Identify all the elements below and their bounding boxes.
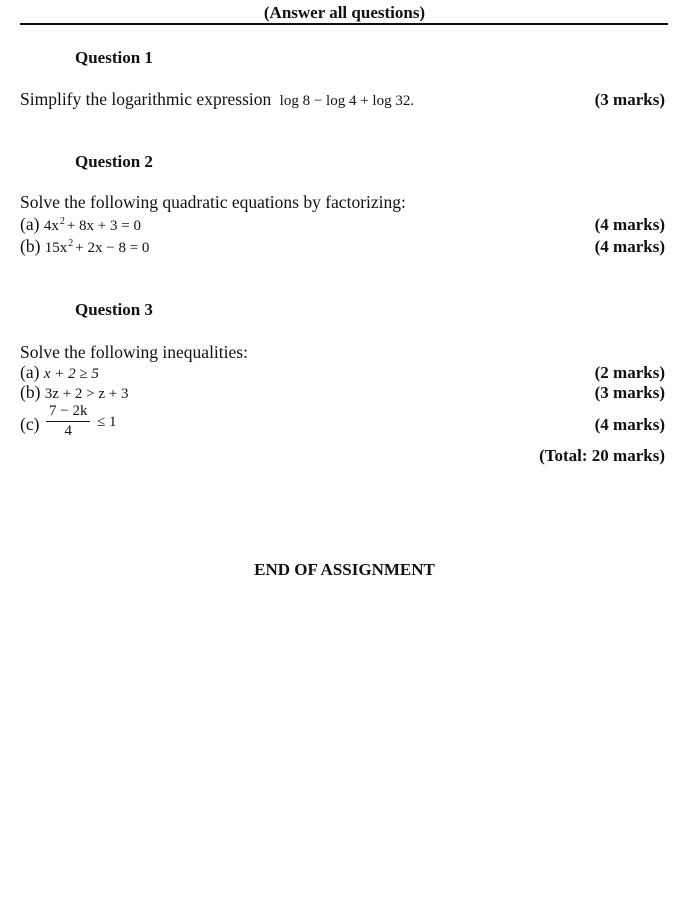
question-3-part-b-marks: (3 marks) <box>594 383 665 402</box>
question-3-part-a-label: (a) <box>20 362 40 382</box>
question-3-part-a <box>20 362 99 383</box>
question-1-prompt-text: Simplify the logarithmic expression <box>20 89 272 109</box>
question-2-part-a-rest: + 8x + 3 = 0 <box>66 218 141 234</box>
question-3-prompt: Solve the following inequalities: <box>20 342 248 362</box>
question-3-title: Question 3 <box>75 300 153 319</box>
question-1-title: Question 1 <box>75 48 153 67</box>
question-2-part-b <box>20 236 149 257</box>
fraction-numerator: 7 − 2k <box>49 403 88 419</box>
question-2-part-a-coef: 4x <box>43 218 59 234</box>
question-2-part-b-equation <box>45 240 150 256</box>
question-3-part-b-expression: 3z + 2 > z + 3 <box>44 386 129 402</box>
question-2-title: Question 2 <box>75 152 153 171</box>
question-2-part-b-marks: (4 marks) <box>594 237 665 256</box>
question-2-part-a-equation <box>44 218 141 234</box>
question-3-part-c-marks: (4 marks) <box>594 415 665 434</box>
question-3-part-c-fraction <box>46 403 90 440</box>
question-2-part-a-exponent: 2 <box>59 216 65 227</box>
question-3-part-b-label: (b) <box>20 382 41 402</box>
question-1-prompt <box>20 89 414 110</box>
question-2-part-b-coef: 15x <box>44 240 68 256</box>
question-3-part-a-expression: x + 2 ≥ 5 <box>43 366 99 382</box>
page-header-title: (Answer all questions) <box>263 3 426 22</box>
question-1-expression: log 8 − log 4 + log 32. <box>279 93 415 109</box>
question-2-prompt: Solve the following quadratic equations by factorizing: <box>20 192 406 212</box>
question-3-part-c-relation: ≤ 1 <box>97 414 117 430</box>
question-2-part-a <box>20 214 141 235</box>
question-2-part-b-label: (b) <box>20 236 41 256</box>
fraction-denominator: 4 <box>64 423 72 439</box>
question-3-part-a-marks: (2 marks) <box>594 363 665 382</box>
question-3-part-b <box>20 382 128 403</box>
question-2-part-a-label: (a) <box>20 214 40 234</box>
question-2-part-b-rest: + 2x − 8 = 0 <box>75 240 150 256</box>
header-divider <box>20 23 668 25</box>
question-3-part-c-label: (c) <box>20 414 40 434</box>
total-marks: (Total: 20 marks) <box>539 446 665 465</box>
question-2-part-b-exponent: 2 <box>68 238 74 249</box>
question-1-marks: (3 marks) <box>594 90 665 109</box>
end-of-assignment: END OF ASSIGNMENT <box>254 560 435 579</box>
question-2-part-a-marks: (4 marks) <box>594 215 665 234</box>
